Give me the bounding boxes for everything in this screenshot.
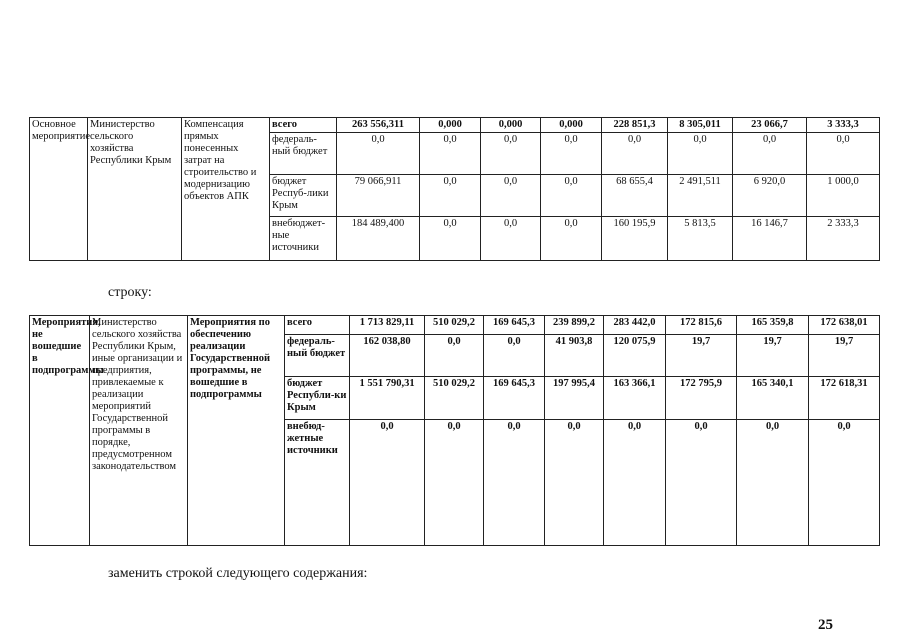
value-cell: 0,0 — [668, 133, 733, 175]
value-cell: 0,0 — [541, 217, 602, 261]
value-cell: 184 489,400 — [337, 217, 420, 261]
value-cell: 163 366,1 — [604, 377, 666, 420]
value-cell: 79 066,911 — [337, 175, 420, 217]
value-cell: 5 813,5 — [668, 217, 733, 261]
page-number: 25 — [818, 617, 833, 633]
value-cell: 2 333,3 — [807, 217, 880, 261]
value-cell: 510 029,2 — [425, 316, 484, 335]
value-cell: 283 442,0 — [604, 316, 666, 335]
value-cell: 0,0 — [666, 420, 737, 546]
value-cell: 172 638,01 — [809, 316, 880, 335]
value-cell: 1 551 790,31 — [350, 377, 425, 420]
value-cell: 0,0 — [604, 420, 666, 546]
value-cell: 172 618,31 — [809, 377, 880, 420]
main-activity-table — [29, 117, 880, 261]
value-cell: 0,0 — [737, 420, 809, 546]
value-cell: 1 713 829,11 — [350, 316, 425, 335]
row-type-cell: Основное мероприятие — [30, 118, 88, 261]
value-cell: 0,0 — [420, 217, 481, 261]
value-cell: 0,0 — [420, 175, 481, 217]
value-cell: 0,0 — [484, 420, 545, 546]
value-cell: 0,0 — [481, 133, 541, 175]
executor-cell: Министерство сельского хозяйства Республики Крым — [88, 118, 182, 261]
value-cell: 0,0 — [425, 335, 484, 377]
value-cell: 41 903,8 — [545, 335, 604, 377]
value-cell: 0,0 — [484, 335, 545, 377]
value-cell: 120 075,9 — [604, 335, 666, 377]
funding-source-label: федераль-ный бюджет — [285, 335, 350, 377]
value-cell: 0,0 — [545, 420, 604, 546]
non-subprogram-activities-table — [29, 315, 880, 546]
value-cell: 0,0 — [602, 133, 668, 175]
funding-source-label: федераль-ный бюджет — [270, 133, 337, 175]
value-cell: 0,0 — [541, 175, 602, 217]
instruction-text: заменить строкой следующего содержания: — [108, 566, 368, 581]
activity-name-cell: Компенсация прямых понесенных затрат на строительство и модернизацию объектов АПК — [182, 118, 270, 261]
value-cell: 2 491,511 — [668, 175, 733, 217]
value-cell: 6 920,0 — [733, 175, 807, 217]
value-cell: 16 146,7 — [733, 217, 807, 261]
funding-source-label: всего — [270, 118, 337, 133]
value-cell: 239 899,2 — [545, 316, 604, 335]
funding-source-label: внебюд-жетные источники — [285, 420, 350, 546]
value-cell: 19,7 — [737, 335, 809, 377]
instruction-text: строку: — [108, 285, 152, 300]
value-cell: 0,000 — [420, 118, 481, 133]
value-cell: 162 038,80 — [350, 335, 425, 377]
row-type-cell: Мероприятия, не вошедшие в подпрограммы — [30, 316, 90, 546]
value-cell: 0,0 — [481, 175, 541, 217]
value-cell: 0,0 — [350, 420, 425, 546]
executor-cell: Министерство сельского хозяйства Республики Крым, иные организации и предприятия, привлекаемые к реализации мероприятий Государственной программы в порядке, предусмотренном законодательством — [90, 316, 188, 546]
value-cell: 228 851,3 — [602, 118, 668, 133]
value-cell: 165 340,1 — [737, 377, 809, 420]
funding-source-label: бюджет Республи-ки Крым — [285, 377, 350, 420]
value-cell: 172 815,6 — [666, 316, 737, 335]
value-cell: 19,7 — [666, 335, 737, 377]
value-cell: 0,0 — [420, 133, 481, 175]
value-cell: 172 795,9 — [666, 377, 737, 420]
value-cell: 3 333,3 — [807, 118, 880, 133]
value-cell: 1 000,0 — [807, 175, 880, 217]
funding-source-label: внебюджет-ные источники — [270, 217, 337, 261]
value-cell: 0,0 — [337, 133, 420, 175]
value-cell: 0,0 — [809, 420, 880, 546]
value-cell: 0,0 — [807, 133, 880, 175]
value-cell: 0,000 — [541, 118, 602, 133]
value-cell: 165 359,8 — [737, 316, 809, 335]
value-cell: 197 995,4 — [545, 377, 604, 420]
value-cell: 510 029,2 — [425, 377, 484, 420]
activity-name-cell: Мероприятия по обеспечению реализации Государственной программы, не вошедшие в подпрограммы — [188, 316, 285, 546]
value-cell: 0,000 — [481, 118, 541, 133]
value-cell: 19,7 — [809, 335, 880, 377]
value-cell: 0,0 — [425, 420, 484, 546]
value-cell: 169 645,3 — [484, 377, 545, 420]
value-cell: 169 645,3 — [484, 316, 545, 335]
value-cell: 0,0 — [541, 133, 602, 175]
value-cell: 8 305,011 — [668, 118, 733, 133]
value-cell: 160 195,9 — [602, 217, 668, 261]
value-cell: 68 655,4 — [602, 175, 668, 217]
value-cell: 263 556,311 — [337, 118, 420, 133]
funding-source-label: всего — [285, 316, 350, 335]
value-cell: 23 066,7 — [733, 118, 807, 133]
value-cell: 0,0 — [481, 217, 541, 261]
funding-source-label: бюджет Респуб-лики Крым — [270, 175, 337, 217]
value-cell: 0,0 — [733, 133, 807, 175]
